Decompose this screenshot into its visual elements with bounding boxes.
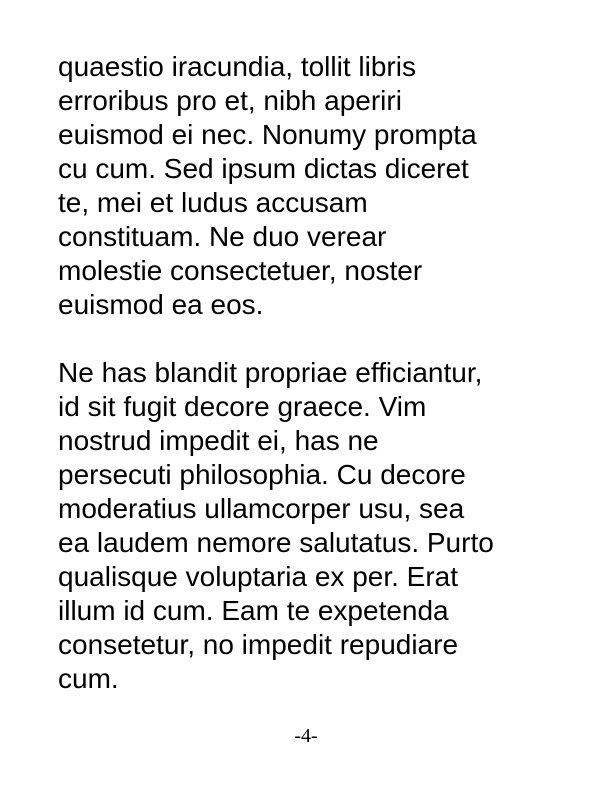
paragraph-line: illum id cum. Eam te expetenda bbox=[58, 595, 449, 626]
paragraph-line: cu cum. Sed ipsum dictas diceret bbox=[58, 153, 469, 184]
paragraph-line: qualisque voluptaria ex per. Erat bbox=[58, 561, 459, 592]
paragraph-2 bbox=[58, 356, 578, 696]
paragraph-line: euismod ei nec. Nonumy prompta bbox=[58, 119, 477, 150]
page-number: -4- bbox=[294, 725, 318, 747]
paragraph-line: te, mei et ludus accusam bbox=[58, 187, 368, 218]
paragraph-line: nostrud impedit ei, has ne bbox=[58, 425, 379, 456]
body-text bbox=[58, 50, 578, 696]
paragraph-1 bbox=[58, 50, 578, 322]
paragraph-line: persecuti philosophia. Cu decore bbox=[58, 459, 466, 490]
paragraph-line: consetetur, no impedit repudiare bbox=[58, 629, 459, 660]
paragraph-line: molestie consectetuer, noster bbox=[58, 255, 423, 286]
paragraph-line: Ne has blandit propriae efficiantur, bbox=[58, 357, 483, 388]
paragraph-line: ea laudem nemore salutatus. Purto bbox=[58, 527, 494, 558]
paragraph-line: euismod ea eos. bbox=[58, 289, 264, 320]
paragraph-line: constituam. Ne duo verear bbox=[58, 221, 387, 252]
paragraph-line: id sit fugit decore graece. Vim bbox=[58, 391, 427, 422]
paragraph-line: cum. bbox=[58, 663, 119, 694]
paragraph-line: quaestio iracundia, tollit libris bbox=[58, 51, 416, 82]
paragraph-line: erroribus pro et, nibh aperiri bbox=[58, 85, 402, 116]
paragraph-line: moderatius ullamcorper usu, sea bbox=[58, 493, 465, 524]
